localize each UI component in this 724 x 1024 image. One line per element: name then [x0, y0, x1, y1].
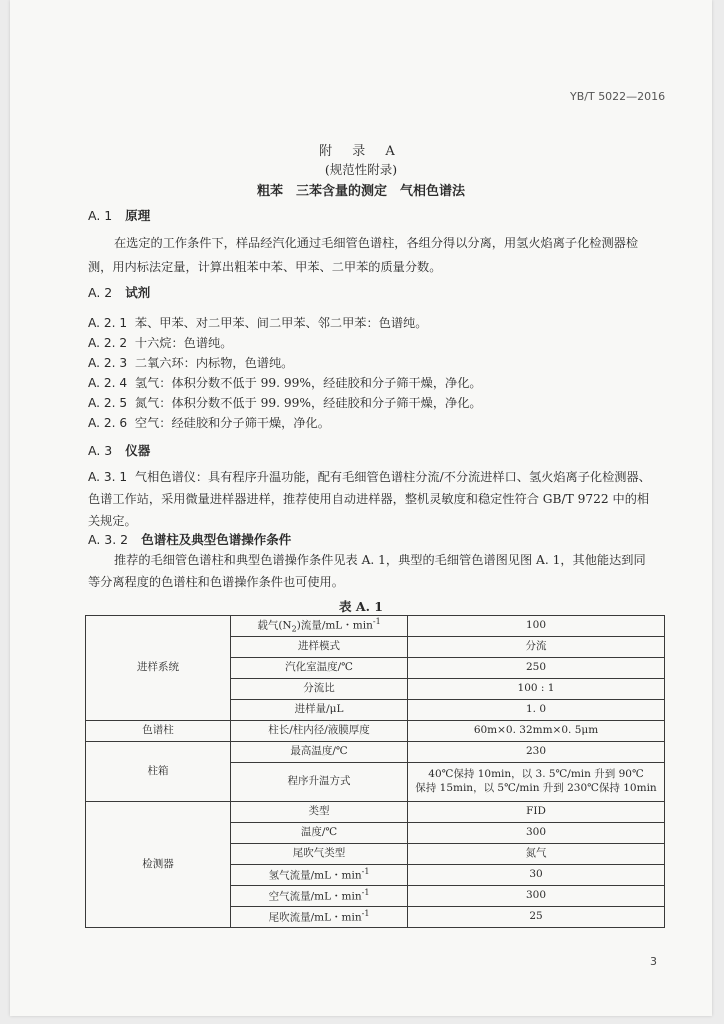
parameter-cell: 尾吹气类型 — [231, 844, 408, 865]
parameter-cell: 载气$(N_2)$流量/mL・$\min^{-1}$ — [231, 616, 408, 637]
value-cell: 25 — [408, 907, 665, 928]
parameter-cell: 最高温度/℃ — [231, 742, 408, 763]
section-a31-line-1: A. 3. 1 气相色谱仪：具有程序升温功能，配有毛细管色谱柱分流/不分流进样口、氢火焰离子化检测器、 — [88, 470, 651, 484]
value-cell: 300 — [408, 886, 665, 907]
parameter-cell: 氢气流量/mL・$\min^{-1}$ — [231, 865, 408, 886]
value-cell: 250 — [408, 658, 665, 679]
parameter-cell: 进样模式 — [231, 637, 408, 658]
reagent-item: A. 2. 6 空气：经硅胶和分子筛干燥，净化。 — [88, 416, 330, 430]
parameter-cell: 汽化室温度/℃ — [231, 658, 408, 679]
section-a3-heading: A. 3 仪器 — [88, 443, 151, 458]
table-row — [86, 742, 665, 763]
value-cell: 100 — [408, 616, 665, 637]
section-a32-heading: A. 3. 2 色谱柱及典型色谱操作条件 — [88, 532, 292, 547]
value-cell: 230 — [408, 742, 665, 763]
value-cell: 300 — [408, 823, 665, 844]
value-cell: 分流 — [408, 637, 665, 658]
section-a1-heading: A. 1 原理 — [88, 208, 151, 223]
appendix-type: (规范性附录) — [324, 162, 398, 177]
value-cell: 40℃保持 10min，以 3. 5℃/min 升到 90℃ 保持 15min，以 5℃/min 升到 230℃保持 10min — [408, 763, 665, 802]
parameter-cell: 分流比 — [231, 679, 408, 700]
value-cell: FID — [408, 802, 665, 823]
section-a2-heading: A. 2 试剂 — [88, 285, 151, 300]
reagent-item: A. 2. 1 苯、甲苯、对二甲苯、间二甲苯、邻二甲苯：色谱纯。 — [88, 316, 428, 330]
reagent-item: A. 2. 4 氢气：体积分数不低于 99. 99%，经硅胶和分子筛干燥，净化。 — [88, 376, 482, 390]
value-cell: 60m×0. 32mm×0. 5μm — [408, 721, 665, 742]
value-cell: 30 — [408, 865, 665, 886]
group-cell: 柱箱 — [86, 742, 231, 802]
table-row — [86, 721, 665, 742]
section-a31-line-2: 色谱工作站，采用微量进样器进样，推荐使用自动进样器，整机灵敏度和稳定性符合 GB/T 9722 中的相 — [88, 492, 650, 506]
parameter-cell: 空气流量/mL・$\min^{-1}$ — [231, 886, 408, 907]
page-number: 3 — [650, 955, 657, 968]
parameter-cell: 尾吹流量/mL・$\min^{-1}$ — [231, 907, 408, 928]
reagent-item: A. 2. 2 十六烷：色谱纯。 — [88, 336, 233, 350]
value-cell: 1. 0 — [408, 700, 665, 721]
table-row — [86, 616, 665, 637]
parameter-cell: 温度/℃ — [231, 823, 408, 844]
group-cell: 色谱柱 — [86, 721, 231, 742]
group-cell: 进样系统 — [86, 616, 231, 721]
document-page — [10, 0, 712, 1016]
table-caption: 表 A. 1 — [339, 599, 383, 614]
section-a32-text-line-2: 等分离程度的色谱柱和色谱操作条件也可使用。 — [88, 575, 344, 589]
section-a32-text-line-1: 推荐的毛细管色谱柱和典型色谱操作条件见表 A. 1，典型的毛细管色谱图见图 A. 1，其他能达到同 — [114, 553, 646, 567]
section-a1-text-line-2: 测，用内标法定量，计算出粗苯中苯、甲苯、二甲苯的质量分数。 — [88, 260, 442, 274]
parameter-cell: 进样量/μL — [231, 700, 408, 721]
parameter-cell: 柱长/柱内径/液膜厚度 — [231, 721, 408, 742]
parameter-cell: 类型 — [231, 802, 408, 823]
reagent-item: A. 2. 3 二氧六环：内标物，色谱纯。 — [88, 356, 294, 370]
value-cell: 氮气 — [408, 844, 665, 865]
operating-conditions-table — [85, 615, 665, 928]
reagent-item: A. 2. 5 氮气：体积分数不低于 99. 99%，经硅胶和分子筛干燥，净化。 — [88, 396, 482, 410]
group-cell: 检测器 — [86, 802, 231, 928]
appendix-title: 粗苯 三苯含量的测定 气相色谱法 — [256, 184, 465, 199]
parameter-cell: 程序升温方式 — [231, 763, 408, 802]
section-a1-text-line-1: 在选定的工作条件下，样品经汽化通过毛细管色谱柱，各组分得以分离，用氢火焰离子化检测器检 — [114, 236, 639, 250]
table-row — [86, 802, 665, 823]
standard-number: YB/T 5022—2016 — [570, 90, 666, 103]
value-cell: 100 : 1 — [408, 679, 665, 700]
section-a31-line-3: 关规定。 — [88, 514, 137, 528]
appendix-label: 附 录 A — [319, 144, 403, 159]
